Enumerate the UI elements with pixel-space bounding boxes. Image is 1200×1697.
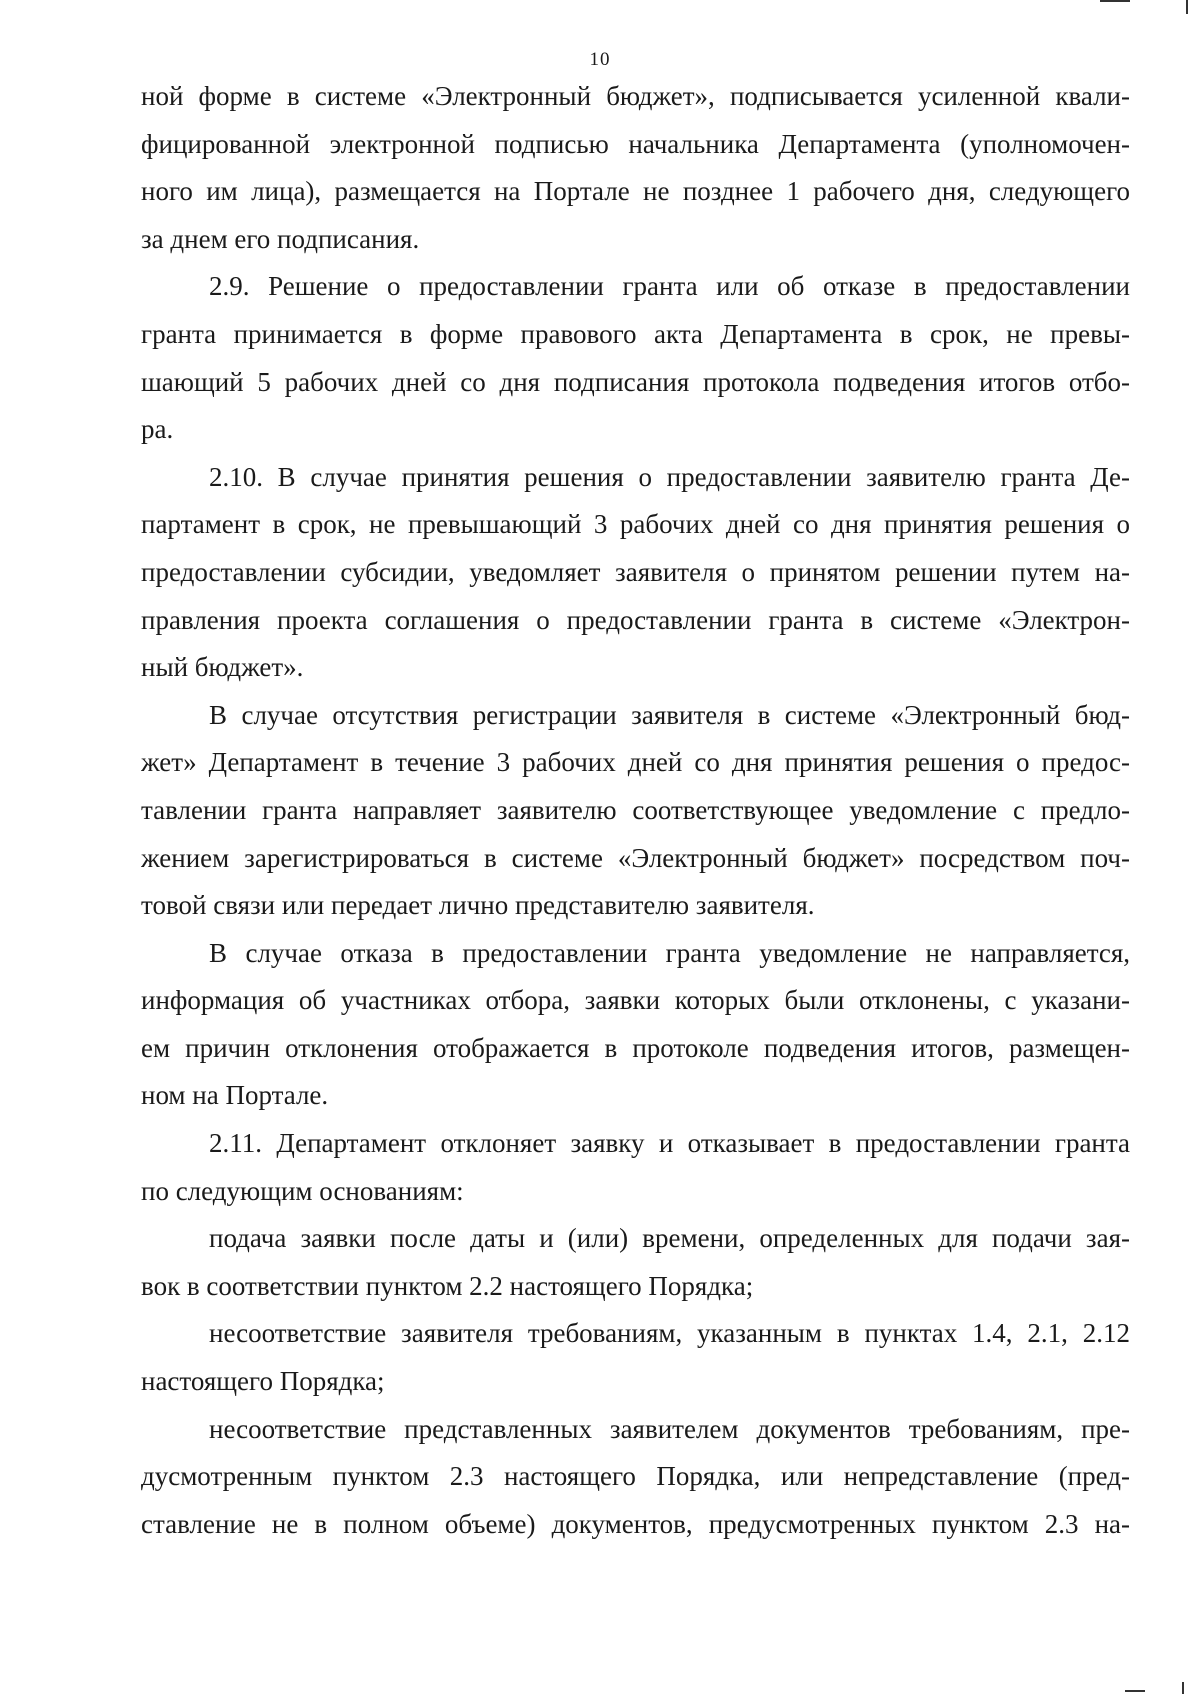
text-line: 2.10. В случае принятия решения о предоставлении заявителю гранта Де- (209, 461, 1130, 492)
text-line: партамент в срок, не превышающий 3 рабочих дней со дня принятия решения о (141, 509, 1130, 540)
text-line: тавлении гранта направляет заявителю соответствующее уведомление с предло- (141, 794, 1130, 825)
text-line: предоставлении субсидии, уведомляет заявителя о принятом решении путем на- (141, 556, 1130, 587)
text-line: несоответствие представленных заявителем документов требованиям, пре- (209, 1413, 1130, 1444)
text-line: настоящего Порядка; (141, 1366, 385, 1397)
text-line: дусмотренным пунктом 2.3 настоящего Порядка, или непредставление (пред- (141, 1461, 1130, 1492)
text-line: ного им лица), размещается на Портале не позднее 1 рабочего дня, следующего (141, 176, 1130, 207)
text-line: ный бюджет». (141, 652, 304, 683)
text-line: В случае отсутствия регистрации заявителя в системе «Электронный бюд- (209, 699, 1130, 730)
scan-mark-bottom-right-tick (1182, 1682, 1184, 1694)
text-line: вок в соответствии пунктом 2.2 настоящего Порядка; (141, 1270, 754, 1301)
text-line: 2.11. Департамент отклоняет заявку и отказывает в предоставлении гранта (209, 1128, 1130, 1159)
text-line: по следующим основаниям: (141, 1175, 464, 1206)
text-line: ставление не в полном объеме) документов, предусмотренных пунктом 2.3 на- (141, 1508, 1130, 1539)
document-body (141, 73, 1130, 1548)
text-line: информация об участниках отбора, заявки которых были отклонены, с указани- (141, 985, 1130, 1016)
text-line: В случае отказа в предоставлении гранта уведомление не направляется, (209, 937, 1130, 968)
text-line: за днем его подписания. (141, 223, 420, 254)
text-line: ной форме в системе «Электронный бюджет», подписывается усиленной квали- (141, 81, 1130, 111)
text-line: жет» Департамент в течение 3 рабочих дней со дня принятия решения о предос- (141, 747, 1130, 778)
text-line: гранта принимается в форме правового акта Департамента в срок, не превы- (141, 318, 1130, 349)
text-line: ном на Портале. (141, 1080, 329, 1111)
text-line: шающий 5 рабочих дней со дня подписания протокола подведения итогов отбо- (141, 366, 1130, 397)
text-line: подача заявки после даты и (или) времени, определенных для подачи зая- (209, 1223, 1130, 1254)
scan-mark-top-right (1100, 0, 1130, 2)
text-line: ра. (141, 414, 174, 445)
scan-mark-bottom-right (1125, 1690, 1145, 1692)
text-line: ем причин отклонения отображается в протоколе подведения итогов, размещен- (141, 1032, 1130, 1063)
text-line: жением зарегистрироваться в системе «Электронный бюджет» посредством поч- (141, 842, 1130, 873)
scan-mark-top-right-tick (1186, 0, 1188, 14)
text-line: несоответствие заявителя требованиям, указанным в пунктах 1.4, 2.1, 2.12 (209, 1318, 1130, 1349)
text-line: 2.9. Решение о предоставлении гранта или об отказе в предоставлении (209, 271, 1130, 302)
page-number: 10 (589, 49, 611, 70)
text-line: правления проекта соглашения о предоставлении гранта в системе «Электрон- (141, 604, 1130, 635)
text-line: товой связи или передает лично представителю заявителя. (141, 890, 815, 921)
text-line: фицированной электронной подписью начальника Департамента (уполномочен- (141, 128, 1130, 159)
